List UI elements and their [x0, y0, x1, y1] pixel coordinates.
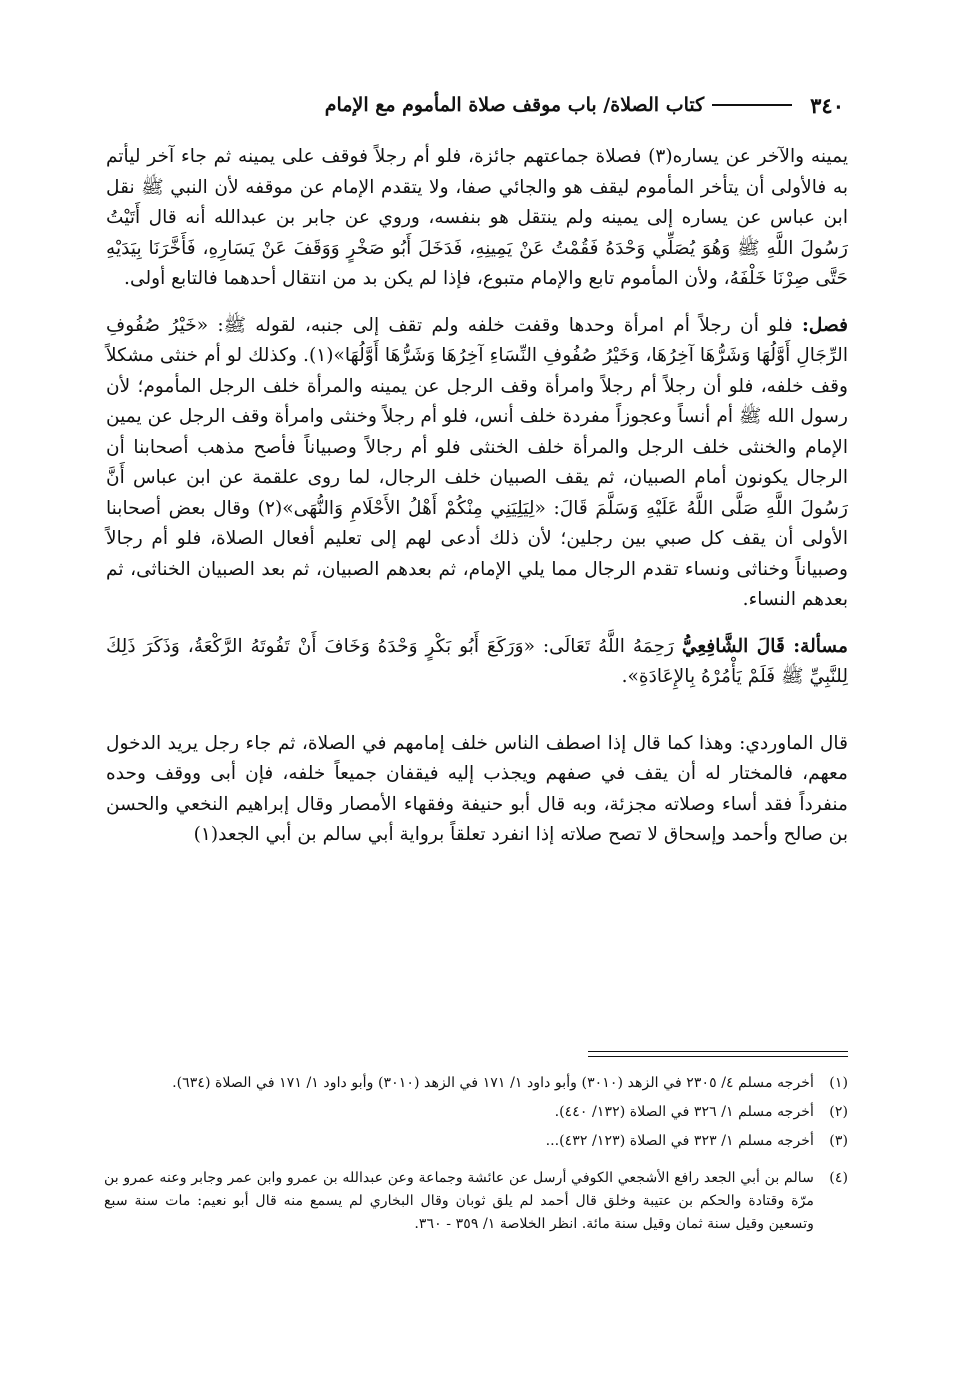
- footnote-2: [104, 1101, 848, 1124]
- footnote-text: أخرجه مسلم ٤/ ٢٣٠٥ في الزهد (٣٠١٠) وأبو داود ١/ ١٧١ في الزهد (٣٠١٠) وأبو داود ١/ ١٧١ في الصلاة (٦٣٤).: [172, 1075, 814, 1091]
- footnote-number: (٢): [829, 1104, 848, 1120]
- footnote-1: [104, 1072, 848, 1095]
- running-title: كتاب الصلاة/ باب موقف صلاة المأموم مع الإمام: [324, 94, 705, 116]
- paragraph-masala: [106, 632, 848, 693]
- footnote-number: (١): [829, 1075, 848, 1091]
- paragraph-fasl: [106, 311, 848, 616]
- footnotes: [104, 1072, 848, 1242]
- paragraph-mawardi: قال الماوردي: وهذا كما قال إذا اصطف الناس خلف إمامهم في الصلاة، ثم جاء رجل يريد الدخول معهم، فالمختار له أن يقف في صفهم ويجذب إليه فيقفان جميعاً خلفه، فإن أبى ووقف وحده منفرداً فقد أساء وصلاته مجزئة، وبه قال أبو حنيفة وفقهاء الأمصار وقال إبراهيم النخعي والحسن بن صالح وأحمد وإسحاق لا تصح صلاته إذا انفرد تعلقاً برواية أبي سالم بن أبي الجعد(١): [106, 732, 848, 845]
- footnote-text: أخرجه مسلم ١/ ٣٢٦ في الصلاة (١٣٢/ ٤٤٠).: [554, 1104, 814, 1120]
- fasl-label: فصل:: [802, 314, 848, 336]
- masala-text: رَحِمَهُ اللَّهُ تَعَالَى: «وَرَكَعَ أَبُو بَكْرٍ وَحْدَهُ وَخَافَ أَنْ تَفُوتَهُ الرَّكْعَةُ، وَذَكَرَ ذَلِكَ لِلنَّبِيِّ ﷺ فَلَمْ يَأْمُرْهُ بِالإِعَادَةِ».: [106, 635, 848, 687]
- footnote-3: [104, 1130, 848, 1153]
- footnote-number: (٣): [829, 1133, 848, 1149]
- main-text: [106, 142, 848, 851]
- masala-label: مسألة: قَالَ الشَّافِعِيُّ: [681, 635, 848, 657]
- footnote-rule-top: [588, 1051, 848, 1052]
- page-header: [104, 88, 844, 122]
- paragraph-1: يمينه والآخر عن يساره(٣) فصلاة جماعتهم جائزة، فلو أم رجلاً فوقف على يمينه ثم جاء آخر ليأتم به فالأولى أن يتأخر المأموم ليقف هو والجائي صفا، ولا يتقدم الإمام عن موقفه لأن النبي ﷺ نقل ابن عباس عن يساره إلى يمينه ولم ينتقل هو بنفسه، وروي عن جابر بن عبدالله أنه قال أَتَيْتُ رَسُولَ اللَّهِ ﷺ وَهُوَ يُصَلِّي وَحْدَهُ فَقُمْتُ عَنْ يَمِينِهِ، فَدَخَلَ أَبُو صَخْرٍ وَوَقَفَ عَنْ يَسَارِهِ، فَأَخَّرَنَا بِيَدَيْهِ حَتَّى صِرْنَا خَلْفَهُ، ولأن المأموم تابع والإمام متبوع، فإذا لم يكن بد من انتقال أحدهما فالتابع أولى.: [106, 146, 848, 289]
- header-rule: [712, 104, 792, 106]
- footnote-text: أخرجه مسلم ١/ ٣٢٣ في الصلاة (١٢٣/ ٤٣٢)...: [545, 1133, 814, 1149]
- footnote-4: [104, 1167, 848, 1236]
- footnote-rule-bottom: [588, 1056, 848, 1057]
- footnote-text: سالم بن أبي الجعد رافع الأشجعي الكوفي أرسل عن عائشة وجماعة وعن عبدالله بن عمرو وابن عمر وجابر وعنه عمرو بن مرّة وقتادة والحكم بن عتيبة وخلق قال أحمد لم يلق ثوبان وقال البخاري لم يسمع منه قال أبو نعيم: مات سنة سبع وتسعين وقيل سنة ثمان وقيل سنة مائة. انظر الخلاصة ١/ ٣٥٩ - ٣٦٠.: [104, 1170, 814, 1232]
- fasl-text: فلو أن رجلاً أم امرأة وحدها وقفت خلفه ولم تقف إلى جنبه، لقوله ﷺ: «خَيْرُ صُفُوفِ الرِّجَالِ أَوَّلُهَا وَشَرُّهَا آخِرُهَا، وَخَيْرُ صُفُوفِ النِّسَاءِ آخِرُهَا وَشَرُّهَا أَوَّلُهَا»(١). وكذلك لو أم خنثى مشكلاً وقف خلفه، فلو أن رجلاً أم رجلاً وامرأة وقف الرجل عن يمينه والمرأة خلف الرجل المأموم؛ لأن رسول الله ﷺ أم أنساً وعجوزاً مفردة خلف أنس، فلو أم رجلاً وخنثى وامرأة وقف الرجل عن يمين الإمام والخنثى خلف الرجل والمرأة خلف الخنثى فلو أم رجالاً وصبياناً فأصح مذهب أصحابنا أن الرجال يكونون أمام الصبيان، ثم يقف الصبيان خلف الرجال، لما روى علقمة عن ابن عباس أَنَّ رَسُولَ اللَّهِ صَلَّى اللَّهُ عَلَيْهِ وَسَلَّمَ قَالَ: «لِيَلِيَنِي مِنْكُمْ أَهْلُ الأَحْلَامِ وَالنُّهَى»(٢) وقال بعض أصحابنا الأولى أن يقف كل صبي بين رجلين؛ لأن ذلك أدعى لهم إلى تعليم أفعال الصلاة، فلو أم رجالاً وصبياناً وخناثى ونساء تقدم الرجال مما يلي الإمام، ثم بعدهم الصبيان، ثم بعد الصبيان الخناثى، ثم بعدهم النساء.: [106, 314, 849, 610]
- footnote-number: (٤): [829, 1170, 848, 1186]
- page-number: ٣٤٠: [810, 92, 844, 118]
